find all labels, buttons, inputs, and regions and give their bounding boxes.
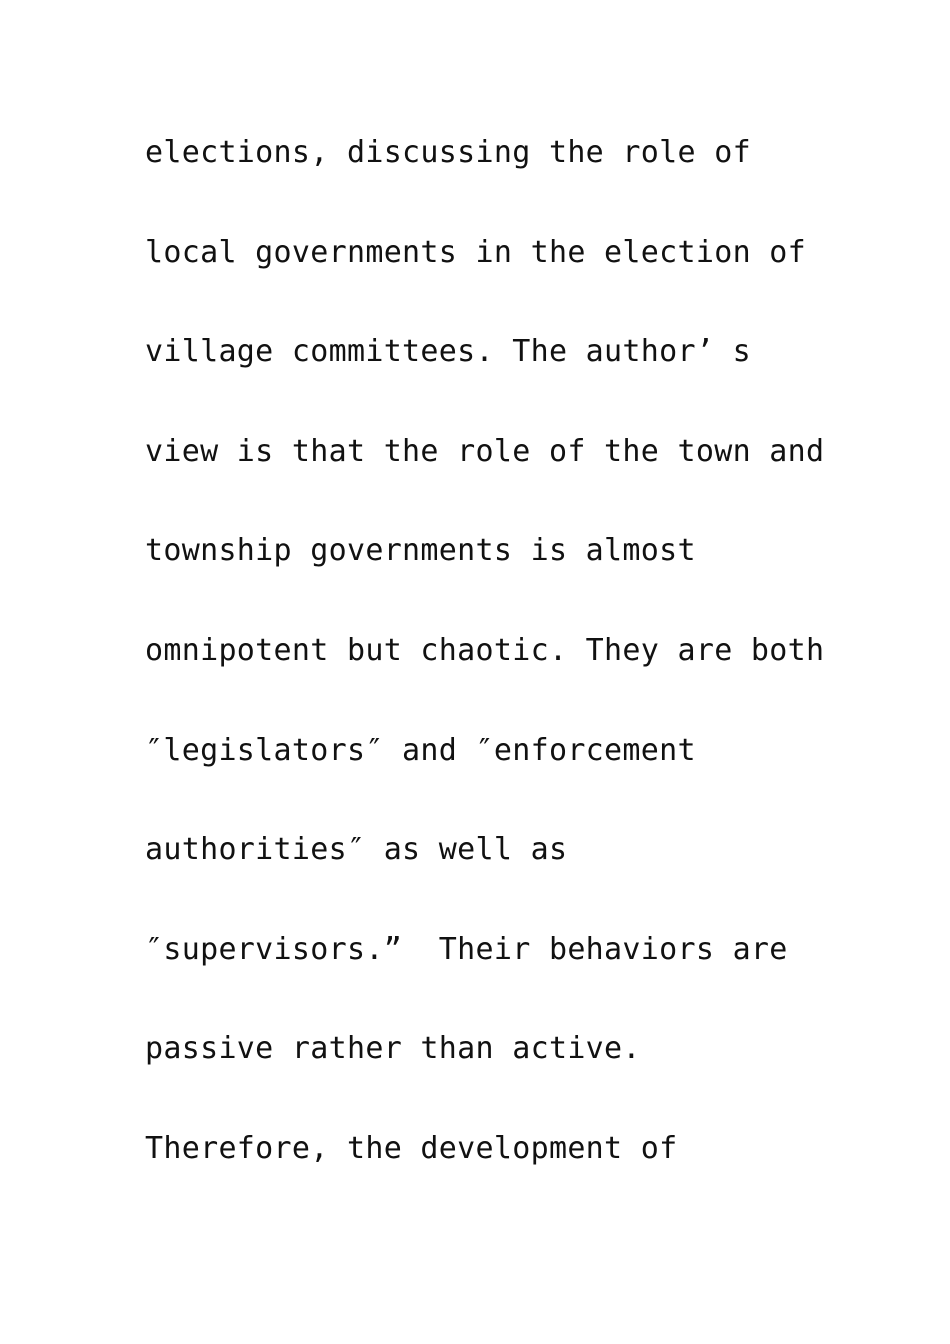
- text-line: omnipotent but chaotic. They are both: [145, 632, 825, 668]
- text-line: view is that the role of the town and: [145, 433, 825, 469]
- text-line: elections, discussing the role of: [145, 135, 751, 170]
- text-line: ″supervisors.” Their behaviors are: [145, 931, 788, 967]
- text-line: ″legislators″ and ″enforcement: [145, 732, 696, 768]
- text-line: village committees. The author’ s: [145, 334, 751, 370]
- text-line: local governments in the election of: [145, 234, 807, 270]
- text-line: authorities″ as well as: [145, 832, 568, 868]
- body-paragraph: [145, 125, 865, 1221]
- text-line: Therefore, the development of: [145, 1130, 678, 1166]
- text-line: passive rather than active.: [145, 1031, 641, 1067]
- text-line: township governments is almost: [145, 533, 696, 569]
